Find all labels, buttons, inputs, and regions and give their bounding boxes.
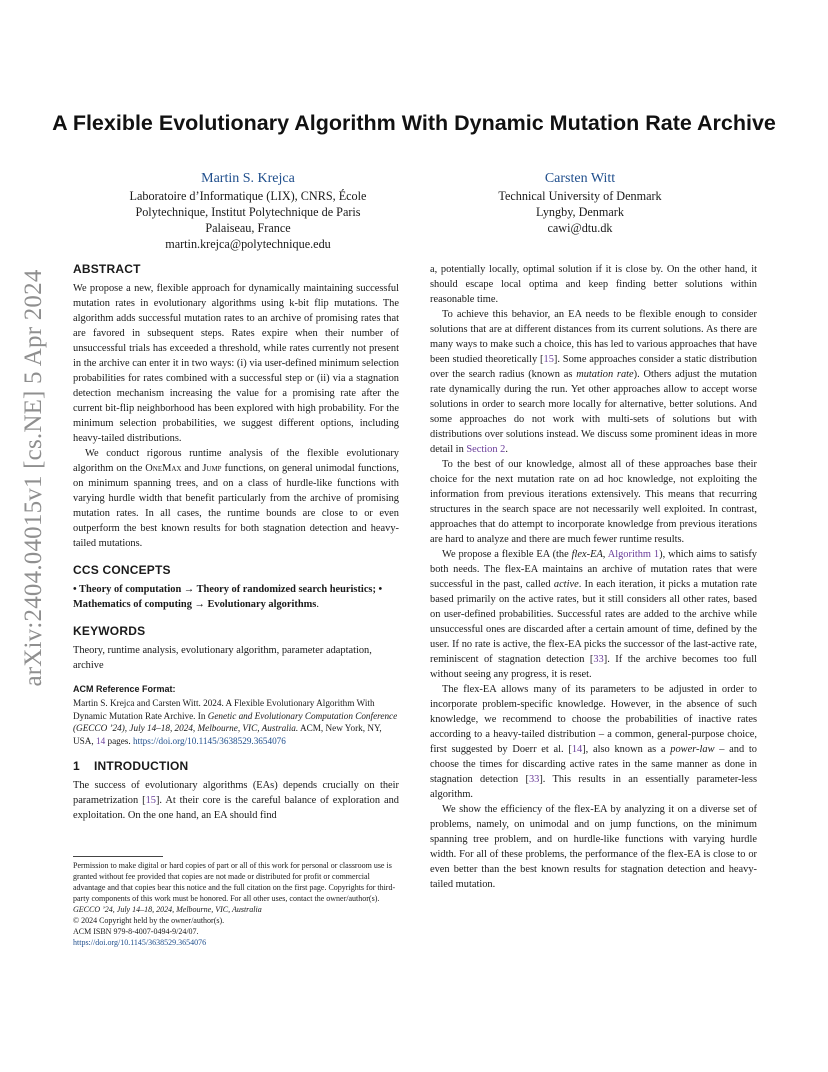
author-affiliation: Laboratoire d’Informatique (LIX), CNRS, École <box>129 189 367 203</box>
author-name[interactable]: Carsten Witt <box>544 171 616 186</box>
body-paragraph: To the best of our knowledge, almost all of these approaches base their choice for the next mutation rate on ad hoc knowledge, not exploiting the information from previous iterations extensively. This means that recurring structures in the search space are not necessarily well exploited. In contrast, approaches that do attempt to incorporate knowledge from previous iterations are hard to analyze and there are much fewer runtime results. <box>430 459 757 545</box>
keywords-text: Theory, runtime analysis, evolutionary algorithm, parameter adaptation, archive <box>73 645 372 671</box>
section-link[interactable]: Section 2 <box>466 444 506 455</box>
algorithm-link[interactable]: Algorithm 1 <box>607 549 660 560</box>
citation-link[interactable]: 15 <box>145 795 156 807</box>
copyright-line: © 2024 Copyright held by the owner/author(s). <box>73 916 225 925</box>
citation-link[interactable]: 15 <box>543 354 554 365</box>
body-paragraph: a, potentially locally, optimal solution if it is close by. On the other hand, it should escape local optima and keep finding better solutions within reasonable time. <box>430 264 757 305</box>
author-email: martin.krejca@polytechnique.edu <box>165 237 331 251</box>
permission-notice: Permission to make digital or hard copies of part or all of this work for personal or classroom use is granted without fee provided that copies are not made or distributed for profit or commercial advantage and that copies bear this notice and the full citation on the first page. Copyrights for third-party components of this work must be honored. For all other uses, contact the owner/author(s). <box>73 861 396 903</box>
author-location: Lyngby, Denmark <box>536 205 624 219</box>
pages-link[interactable]: 14 <box>95 735 106 746</box>
arxiv-stamp: arXiv:2404.04015v1 [cs.NE] 5 Apr 2024 <box>20 269 47 687</box>
citation-link[interactable]: 33 <box>593 654 604 665</box>
abstract-heading: ABSTRACT <box>73 262 141 276</box>
acm-reference-heading: ACM Reference Format: <box>73 684 176 694</box>
author-block-1 <box>110 170 386 252</box>
ccs-concepts: • Theory of computation → Theory of randomized search heuristics; • Mathematics of computing → Evolutionary algorithms. <box>73 584 383 610</box>
onemax-term: OneMax <box>145 463 182 474</box>
footnote-doi-link[interactable]: https://doi.org/10.1145/3638529.3654076 <box>73 938 207 947</box>
isbn-line: ACM ISBN 979-8-4007-0494-9/24/07. <box>73 927 199 936</box>
author-block-2 <box>450 170 710 236</box>
footnote-rule <box>73 856 163 857</box>
intro-heading: 1 INTRODUCTION <box>73 759 189 774</box>
keywords-heading: KEYWORDS <box>73 624 146 638</box>
author-location: Palaiseau, France <box>205 221 291 235</box>
body-paragraph: We propose a flexible EA (the flex-EA, Algorithm 1), which aims to satisfy both needs. The flex-EA maintains an archive of mutation rates that were successful in the past, called active. In each iteration, it picks a mutation rate based primarily on the active rates, but it still considers all other rates, based on user-defined probabilities. Successful rates are added to the archive while unsuccessful ones are discarded after a certain amount of time, defined by the user. If no rate is active, the flex-EA picks the successor of the last-active rate, reminiscent of stagnation detection [33]. If the archive becomes too full without seeing any progress, it is reset. <box>430 549 758 680</box>
left-column <box>73 262 399 823</box>
author-email: cawi@dtu.dk <box>547 221 613 235</box>
intro-paragraph-1: The success of evolutionary algorithms (EAs) depends crucially on their parametrization [15]. At their core is the careful balance of exploration and exploitation. On the one hand, an EA should find <box>73 780 399 822</box>
right-column <box>430 262 757 892</box>
ccs-heading: CCS CONCEPTS <box>73 563 171 577</box>
copyright-footnote <box>73 860 399 948</box>
paper-title: A Flexible Evolutionary Algorithm With Dynamic Mutation Rate Archive <box>52 111 776 135</box>
citation-link[interactable]: 14 <box>571 744 583 755</box>
acm-reference-text: Martin S. Krejca and Carsten Witt. 2024. A Flexible Evolutionary Algorithm With Dynamic Mutation Rate Archive. In Genetic and Evolutionary Computation Conference (GECCO ’24), July 14–18, 2024, Melbourne, VIC, Australia. ACM, New York, NY, USA, 14 pages. https://doi.org/10.1145/3638529.3654076 <box>73 698 398 746</box>
citation-link[interactable]: 33 <box>528 774 540 785</box>
author-name[interactable]: Martin S. Krejca <box>201 171 295 186</box>
body-paragraph: To achieve this behavior, an EA needs to be flexible enough to consider solutions that are at different distances from its current solutions. As there are many ways to make such a choice, this has led to various approaches that have been studied theoretically [15]. Some approaches consider a static distribution over the search radius (known as mutation rate). Others adjust the mutation rate dynamically during the run. Yet other approaches allow to accept worse solutions in order to search more locally for alternative, better solutions. And some approaches do not work with multi-sets of solutions but with distributions over solutions instead. We discuss some prominent ideas in more detail in Section 2. <box>430 309 758 455</box>
conference-line: GECCO ’24, July 14–18, 2024, Melbourne, VIC, Australia <box>73 905 262 914</box>
author-affiliation: Technical University of Denmark <box>498 189 662 203</box>
jump-term: Jump <box>202 463 222 474</box>
abstract-paragraph-2: We conduct rigorous runtime analysis of the flexible evolutionary algorithm on the OneMax and Jump functions, on general unimodal functions, on minimum spanning trees, and on a class of hurdle-like functions with varying hurdle width that benefit particularly from the archive of promising mutation rates. In all cases, the runtime bounds are close to or even outperform the best known results for both stagnation detection and heavy-tailed mutations. <box>73 448 399 549</box>
abstract-paragraph-1: We propose a new, flexible approach for dynamically maintaining successful mutation rates in evolutionary algorithms using k-bit flip mutations. The algorithm adds successful mutation rates to an archive of promising rates that are favored in subsequent steps. Rates expire when their number of unsuccessful trials has exceeded a threshold, while rates currently not present in the archive can enter it in two ways: (i) via user-defined minimum selection probabilities for rates combined with a successful step or (ii) via a stagnation detection mechanism increasing the value for a promising rate after the current bit-flip neighborhood has been explored with high probability. For the minimum selection probabilities, we suggest different options, including heavy-tailed distributions. <box>73 283 399 444</box>
author-affiliation: Polytechnique, Institut Polytechnique de Paris <box>135 205 361 219</box>
doi-link[interactable]: https://doi.org/10.1145/3638529.3654076 <box>132 735 286 746</box>
body-paragraph: The flex-EA allows many of its parameters to be adjusted in order to incorporate problem-specific knowledge. However, in the absence of such knowledge, we recommend to choose the probabilities of inactive rates according to a heavy-tailed distribution – a common, general-purpose choice, first suggested by Doerr et al. [14], also known as a power-law – and to choose the times for discarding active rates in the same manner as done in stagnation detection [33]. This results in an essentially parameter-less algorithm. <box>430 684 758 800</box>
body-paragraph: We show the efficiency of the flex-EA by analyzing it on a diverse set of problems, namely, on unimodal and on jump functions, on the minimum spanning tree problem, and on hurdle-like functions with varying hurdle width. For all of these problems, the performance of the flex-EA is close to or even better than the best known results for stagnation detection and heavy-tailed mutation. <box>430 804 757 890</box>
